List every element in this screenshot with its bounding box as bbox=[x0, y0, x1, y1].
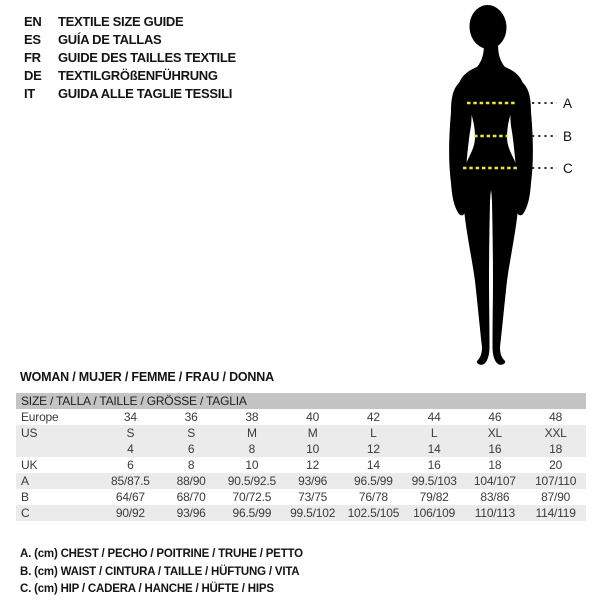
measure-label-c: C bbox=[563, 161, 573, 176]
size-cell: 104/107 bbox=[473, 474, 516, 488]
size-row-label: C bbox=[21, 506, 30, 520]
size-cell: 96.5/99 bbox=[232, 506, 272, 520]
size-cell: 42 bbox=[366, 410, 380, 424]
size-cell: S bbox=[126, 426, 135, 440]
size-cell: 40 bbox=[306, 410, 320, 424]
language-row bbox=[24, 67, 236, 85]
size-cell: 20 bbox=[549, 458, 563, 472]
size-cell: 34 bbox=[123, 410, 137, 424]
size-cell: 88/90 bbox=[176, 474, 206, 488]
language-code: ES bbox=[24, 32, 41, 47]
language-code: IT bbox=[24, 86, 35, 101]
size-row-label: B bbox=[21, 490, 29, 504]
size-cell: 70/72.5 bbox=[232, 490, 272, 504]
size-cell: L bbox=[430, 426, 438, 440]
size-cell: 68/70 bbox=[176, 490, 206, 504]
measure-label-a: A bbox=[563, 96, 573, 111]
size-cell: 16 bbox=[427, 458, 441, 472]
size-cell: 64/67 bbox=[115, 490, 145, 504]
size-cell: 48 bbox=[549, 410, 563, 424]
measurement-legend bbox=[20, 546, 303, 599]
legend-line-chest: A. (cm) CHEST / PECHO / POITRINE / TRUHE / PETTO bbox=[20, 548, 303, 560]
size-cell: 107/110 bbox=[535, 474, 577, 488]
silhouette-head bbox=[468, 4, 508, 50]
size-table-row bbox=[16, 441, 586, 457]
size-cell: 114/119 bbox=[535, 506, 576, 520]
language-code: EN bbox=[24, 14, 42, 29]
size-cell: 10 bbox=[306, 442, 320, 456]
size-cell: 46 bbox=[488, 410, 502, 424]
size-cell: 8 bbox=[187, 458, 195, 472]
size-cell: 8 bbox=[248, 442, 256, 456]
size-table-row bbox=[16, 489, 586, 505]
size-cell: 12 bbox=[366, 442, 380, 456]
size-cell: 36 bbox=[184, 410, 198, 424]
size-cell: 79/82 bbox=[419, 490, 449, 504]
size-table-row bbox=[16, 425, 586, 441]
language-code: DE bbox=[24, 68, 42, 83]
size-cell: 14 bbox=[427, 442, 441, 456]
size-cell: XL bbox=[487, 426, 503, 440]
size-cell: 18 bbox=[549, 442, 563, 456]
language-row bbox=[24, 85, 236, 103]
size-cell: M bbox=[246, 426, 257, 440]
woman-silhouette-figure bbox=[400, 0, 600, 380]
size-cell: 38 bbox=[245, 410, 259, 424]
size-cell: 93/96 bbox=[176, 506, 206, 520]
size-cell: 18 bbox=[488, 458, 502, 472]
size-table-row bbox=[16, 473, 586, 489]
size-cell: 44 bbox=[427, 410, 441, 424]
size-cell: 6 bbox=[127, 458, 134, 472]
size-table-row bbox=[16, 409, 586, 425]
language-title-list bbox=[24, 13, 236, 103]
size-cell: M bbox=[307, 426, 318, 440]
size-table-row bbox=[16, 457, 586, 473]
legend-line-waist: B. (cm) WAIST / CINTURA / TAILLE / HÜFTUNG / VITA bbox=[20, 565, 300, 578]
language-code: FR bbox=[24, 50, 41, 65]
size-cell: 106/109 bbox=[413, 506, 456, 520]
size-table-row bbox=[16, 505, 586, 521]
size-figure bbox=[400, 0, 600, 380]
size-cell: S bbox=[187, 426, 196, 440]
language-title: TEXTILGRÖßENFÜHRUNG bbox=[58, 68, 218, 83]
size-cell: 110/113 bbox=[474, 506, 515, 520]
size-cell: 83/86 bbox=[480, 490, 510, 504]
size-cell: 87/90 bbox=[541, 490, 571, 504]
size-row-label: A bbox=[21, 474, 29, 488]
size-row-label: US bbox=[21, 426, 38, 440]
language-row bbox=[24, 13, 236, 31]
legend-line-hip: C. (cm) HIP / CADERA / HANCHE / HÜFTE / HIPS bbox=[20, 583, 274, 595]
size-cell: 6 bbox=[187, 442, 195, 456]
size-cell: L bbox=[370, 426, 377, 440]
size-cell: 16 bbox=[488, 442, 502, 456]
size-cell: 10 bbox=[245, 458, 259, 472]
measure-label-b: B bbox=[563, 129, 573, 144]
size-row-label: Europe bbox=[21, 410, 59, 424]
size-cell: 102.5/105 bbox=[347, 506, 400, 520]
size-cell: 99.5/103 bbox=[411, 474, 457, 488]
silhouette-body bbox=[458, 44, 524, 365]
size-cell: 99.5/102 bbox=[290, 506, 336, 520]
language-title: GUIDA ALLE TAGLIE TESSILI bbox=[58, 86, 233, 101]
language-row bbox=[24, 31, 236, 49]
language-title: TEXTILE SIZE GUIDE bbox=[58, 14, 184, 29]
language-row bbox=[24, 49, 236, 67]
size-cell: 12 bbox=[306, 458, 320, 472]
size-cell: 76/78 bbox=[358, 490, 388, 504]
size-cell: 85/87.5 bbox=[111, 474, 150, 488]
size-cell: 90.5/92.5 bbox=[227, 474, 276, 488]
language-title: GUIDE DES TAILLES TEXTILE bbox=[58, 50, 236, 65]
size-cell: 4 bbox=[127, 442, 134, 456]
size-cell: 73/75 bbox=[298, 490, 328, 504]
size-table bbox=[16, 393, 586, 521]
size-cell: 90/92 bbox=[115, 506, 145, 520]
size-table-header: SIZE / TALLA / TAILLE / GRÖSSE / TAGLIA bbox=[16, 393, 586, 409]
size-cell: 96.5/99 bbox=[354, 474, 393, 488]
size-row-label: UK bbox=[21, 458, 38, 472]
size-cell: 93/96 bbox=[298, 474, 328, 488]
gender-section-title: WOMAN / MUJER / FEMME / FRAU / DONNA bbox=[20, 370, 274, 384]
size-cell: 14 bbox=[366, 458, 380, 472]
language-title: GUÍA DE TALLAS bbox=[58, 32, 162, 47]
size-cell: XXL bbox=[544, 426, 567, 440]
